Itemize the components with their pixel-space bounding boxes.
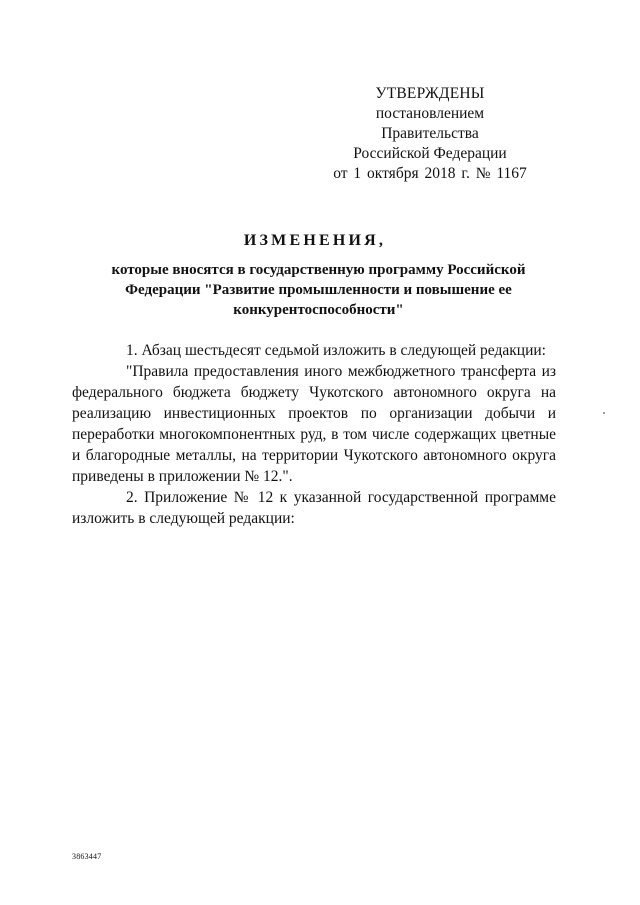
approval-line-date-number: от 1 октября 2018 г. № 1167 <box>333 165 527 182</box>
document-body <box>72 340 556 529</box>
paragraph-quoted-rules: "Правила предоставления иного межбюджетного трансферта из федерального бюджета бюджету Чукотского автономного округа на реализацию инвестиционных проектов по организации добычи и переработки многокомпонентных руд, в том числе содержащих цветные и благородные металлы, на территории Чукотского автономного округа приведены в приложении № 12.". <box>72 363 556 485</box>
changes-title: ИЗМЕНЕНИЯ, <box>243 232 387 249</box>
approval-title: УТВЕРЖДЕНЫ <box>375 85 485 102</box>
paragraph-2: 2. Приложение № 12 к указанной государственной программе изложить в следующей редакции: <box>72 489 556 527</box>
paragraph-1: 1. Абзац шестьдесят седьмой изложить в следующей редакции: <box>126 342 546 359</box>
document-code: 3863447 <box>72 852 102 861</box>
changes-subtitle: которые вносятся в государственную программу Российской Федерации "Развитие промышленности и повышение ее конкурентоспособности" <box>111 262 526 318</box>
approval-block <box>330 84 530 184</box>
margin-dot <box>603 412 605 414</box>
approval-line-federation: Российской Федерации <box>353 145 507 162</box>
approval-line-decree: постановлением Правительства <box>375 105 485 142</box>
